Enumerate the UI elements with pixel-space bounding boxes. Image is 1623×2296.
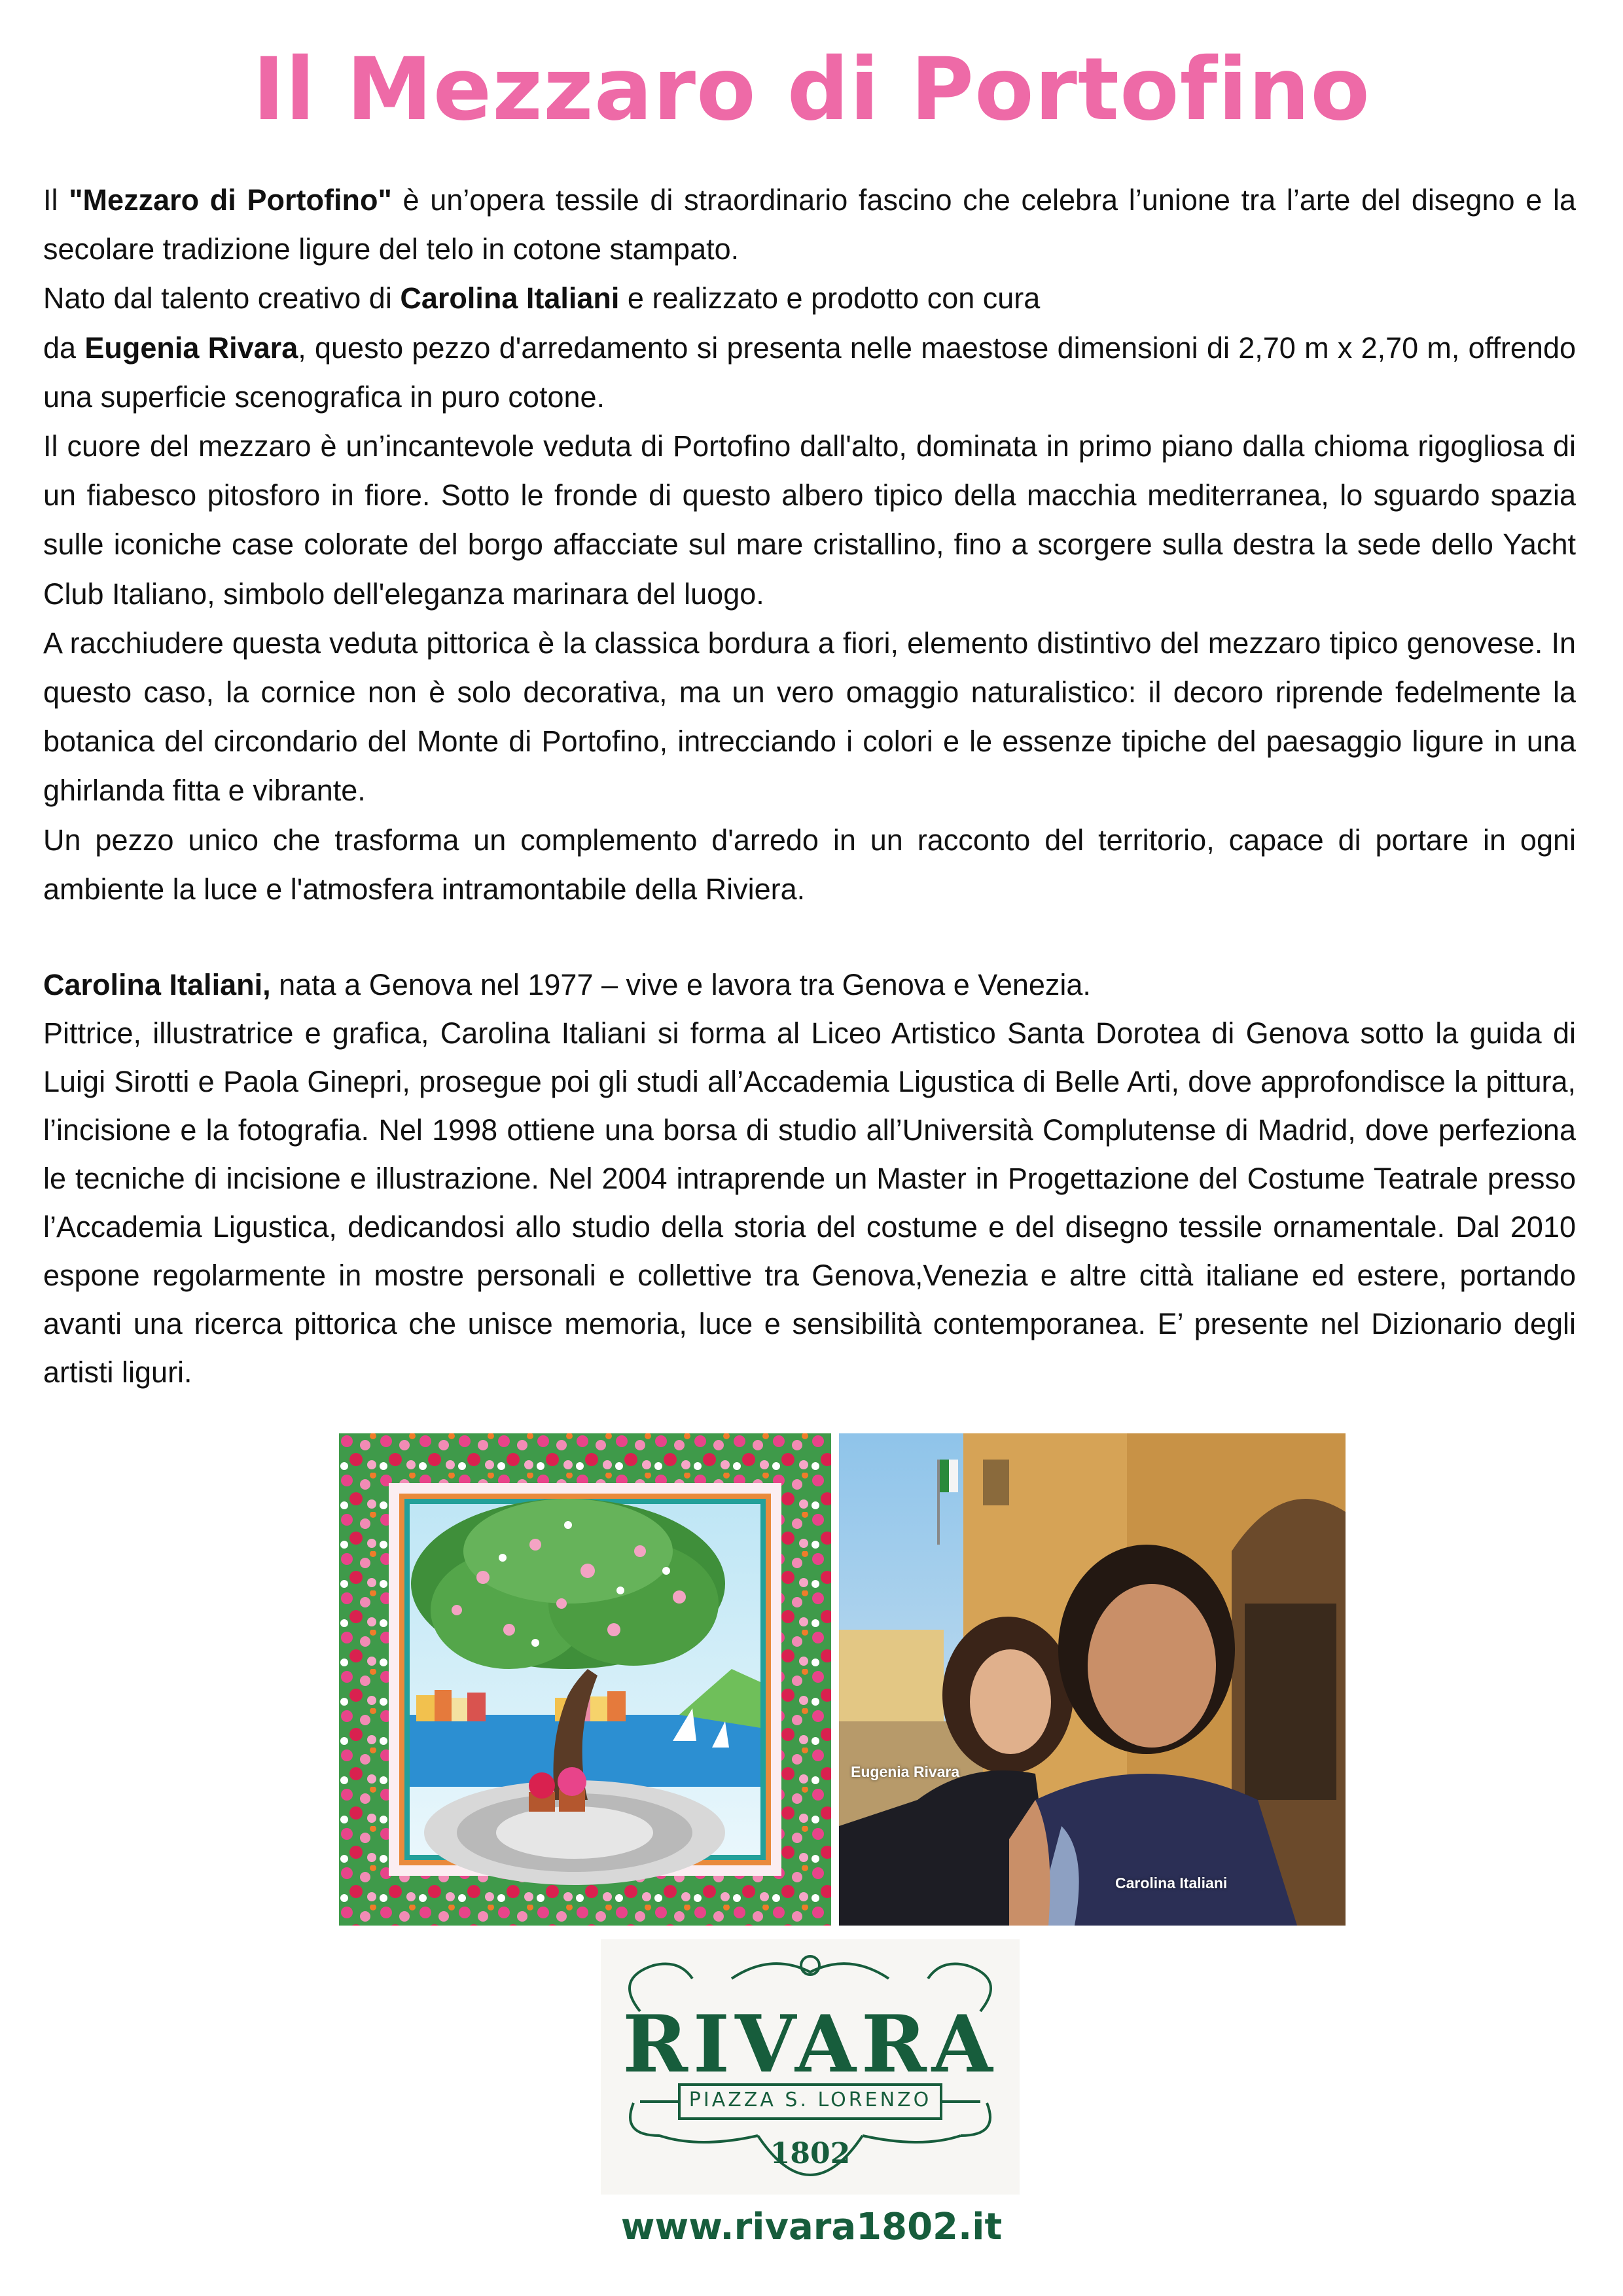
label-eugenia-rivara: Eugenia Rivara: [851, 1763, 960, 1780]
text: Il: [43, 183, 69, 217]
text: Nato dal talento creativo di: [43, 281, 401, 315]
producer-name: Eugenia Rivara: [84, 331, 298, 365]
intro-paragraph-1: [43, 175, 1576, 274]
portrait-illustration: [839, 1433, 1346, 1926]
text: e realizzato e prodotto con cura: [619, 281, 1041, 315]
logo-address: PIAZZA S. LORENZO: [688, 2089, 932, 2111]
website-link[interactable]: www.rivara1802.it: [620, 2206, 1003, 2248]
description: [43, 175, 1576, 914]
bio-text: Pittrice, illustratrice e grafica, Carolina Italiani si forma al Liceo Artistico Santa Dorotea di Genova sotto la guida di Luigi Sirotti e Paola Ginepri, prosegue poi gli studi all’Accademia Ligustica di Belle Arti, dove approfondisce la pittura, l’incisione e la fotografia. Nel 1998 ottiene una borsa di studio all’Università Complutense di Madrid, dove perfeziona le tecniche di incisione e illustrazione. Nel 2004 intraprende un Master in Progettazione del Costume Teatrale presso l’Accademia Ligustica, dedicandosi allo studio della storia del costume e del disegno tessile ornamentale. Dal 2010 espone regolarmente in mostre personali e collettive tra Genova,Venezia e altre città italiane ed estere, portando avanti una ricerca pittorica che unisce memoria, luce e sensibilità contemporanea. E’ presente nel Dizionario degli artisti liguri.: [43, 1016, 1576, 1389]
intro-paragraph-2: [43, 274, 1576, 323]
intro-paragraph-6: Un pezzo unico che trasforma un complemento d'arredo in un racconto del territorio, capace di portare in ogni ambiente la luce e l'atmosfera intramontabile della Riviera.: [43, 823, 1576, 906]
rivara-logo: [601, 1939, 1020, 2195]
label-carolina-italiani: Carolina Italiani: [1115, 1874, 1228, 1892]
intro-paragraph-3: [43, 323, 1576, 422]
mezzaro-artwork: [339, 1433, 831, 1926]
intro-paragraph-5: A racchiudere questa veduta pittorica è la classica bordura a fiori, elemento distintivo del mezzaro tipico genovese. In questo caso, la cornice non è solo decorativa, ma un vero omaggio naturalistico: il decoro riprende fedelmente la botanica del circondario del Monte di Portofino, intrecciando i colori e le essenze tipiche del paesaggio ligure in una ghirlanda fitta e vibrante.: [43, 626, 1576, 808]
artist-name: Carolina Italiani: [400, 281, 620, 315]
page-title: Il Mezzaro di Portofino: [253, 39, 1370, 140]
portrait-photo: [839, 1433, 1346, 1926]
bio-intro: [43, 961, 1576, 1009]
logo-brand: RIVARA: [622, 1998, 998, 2090]
bio-name: Carolina Italiani,: [43, 968, 271, 1001]
text: nata a Genova nel 1977 – vive e lavora tra Genova e Venezia.: [270, 968, 1091, 1001]
artwork-name: "Mezzaro di Portofino": [69, 183, 392, 217]
mezzaro-image: [339, 1433, 831, 1926]
artist-bio: [43, 961, 1576, 1397]
text: , questo pezzo d'arredamento si presenta nelle maestose dimensioni di 2,70 m x 2,70 m, offrendo una superficie scenografica in puro cotone.: [43, 331, 1576, 414]
logo-year: 1802: [770, 2137, 851, 2170]
intro-paragraph-4: Il cuore del mezzaro è un’incantevole veduta di Portofino dall'alto, dominata in primo piano dalla chioma rigogliosa di un fiabesco pitosforo in fiore. Sotto le fronde di questo albero tipico della macchia mediterranea, lo sguardo spazia sulle iconiche case colorate del borgo affacciate sul mare cristallino, fino a scorgere sulla destra la sede dello Yacht Club Italiano, simbolo dell'eleganza marinara del luogo.: [43, 429, 1576, 611]
text: da: [43, 331, 85, 365]
text: è un’opera tessile di straordinario fascino che celebra l’unione tra l’arte del disegno e la secolare tradizione ligure del telo in cotone stampato.: [43, 183, 1576, 266]
